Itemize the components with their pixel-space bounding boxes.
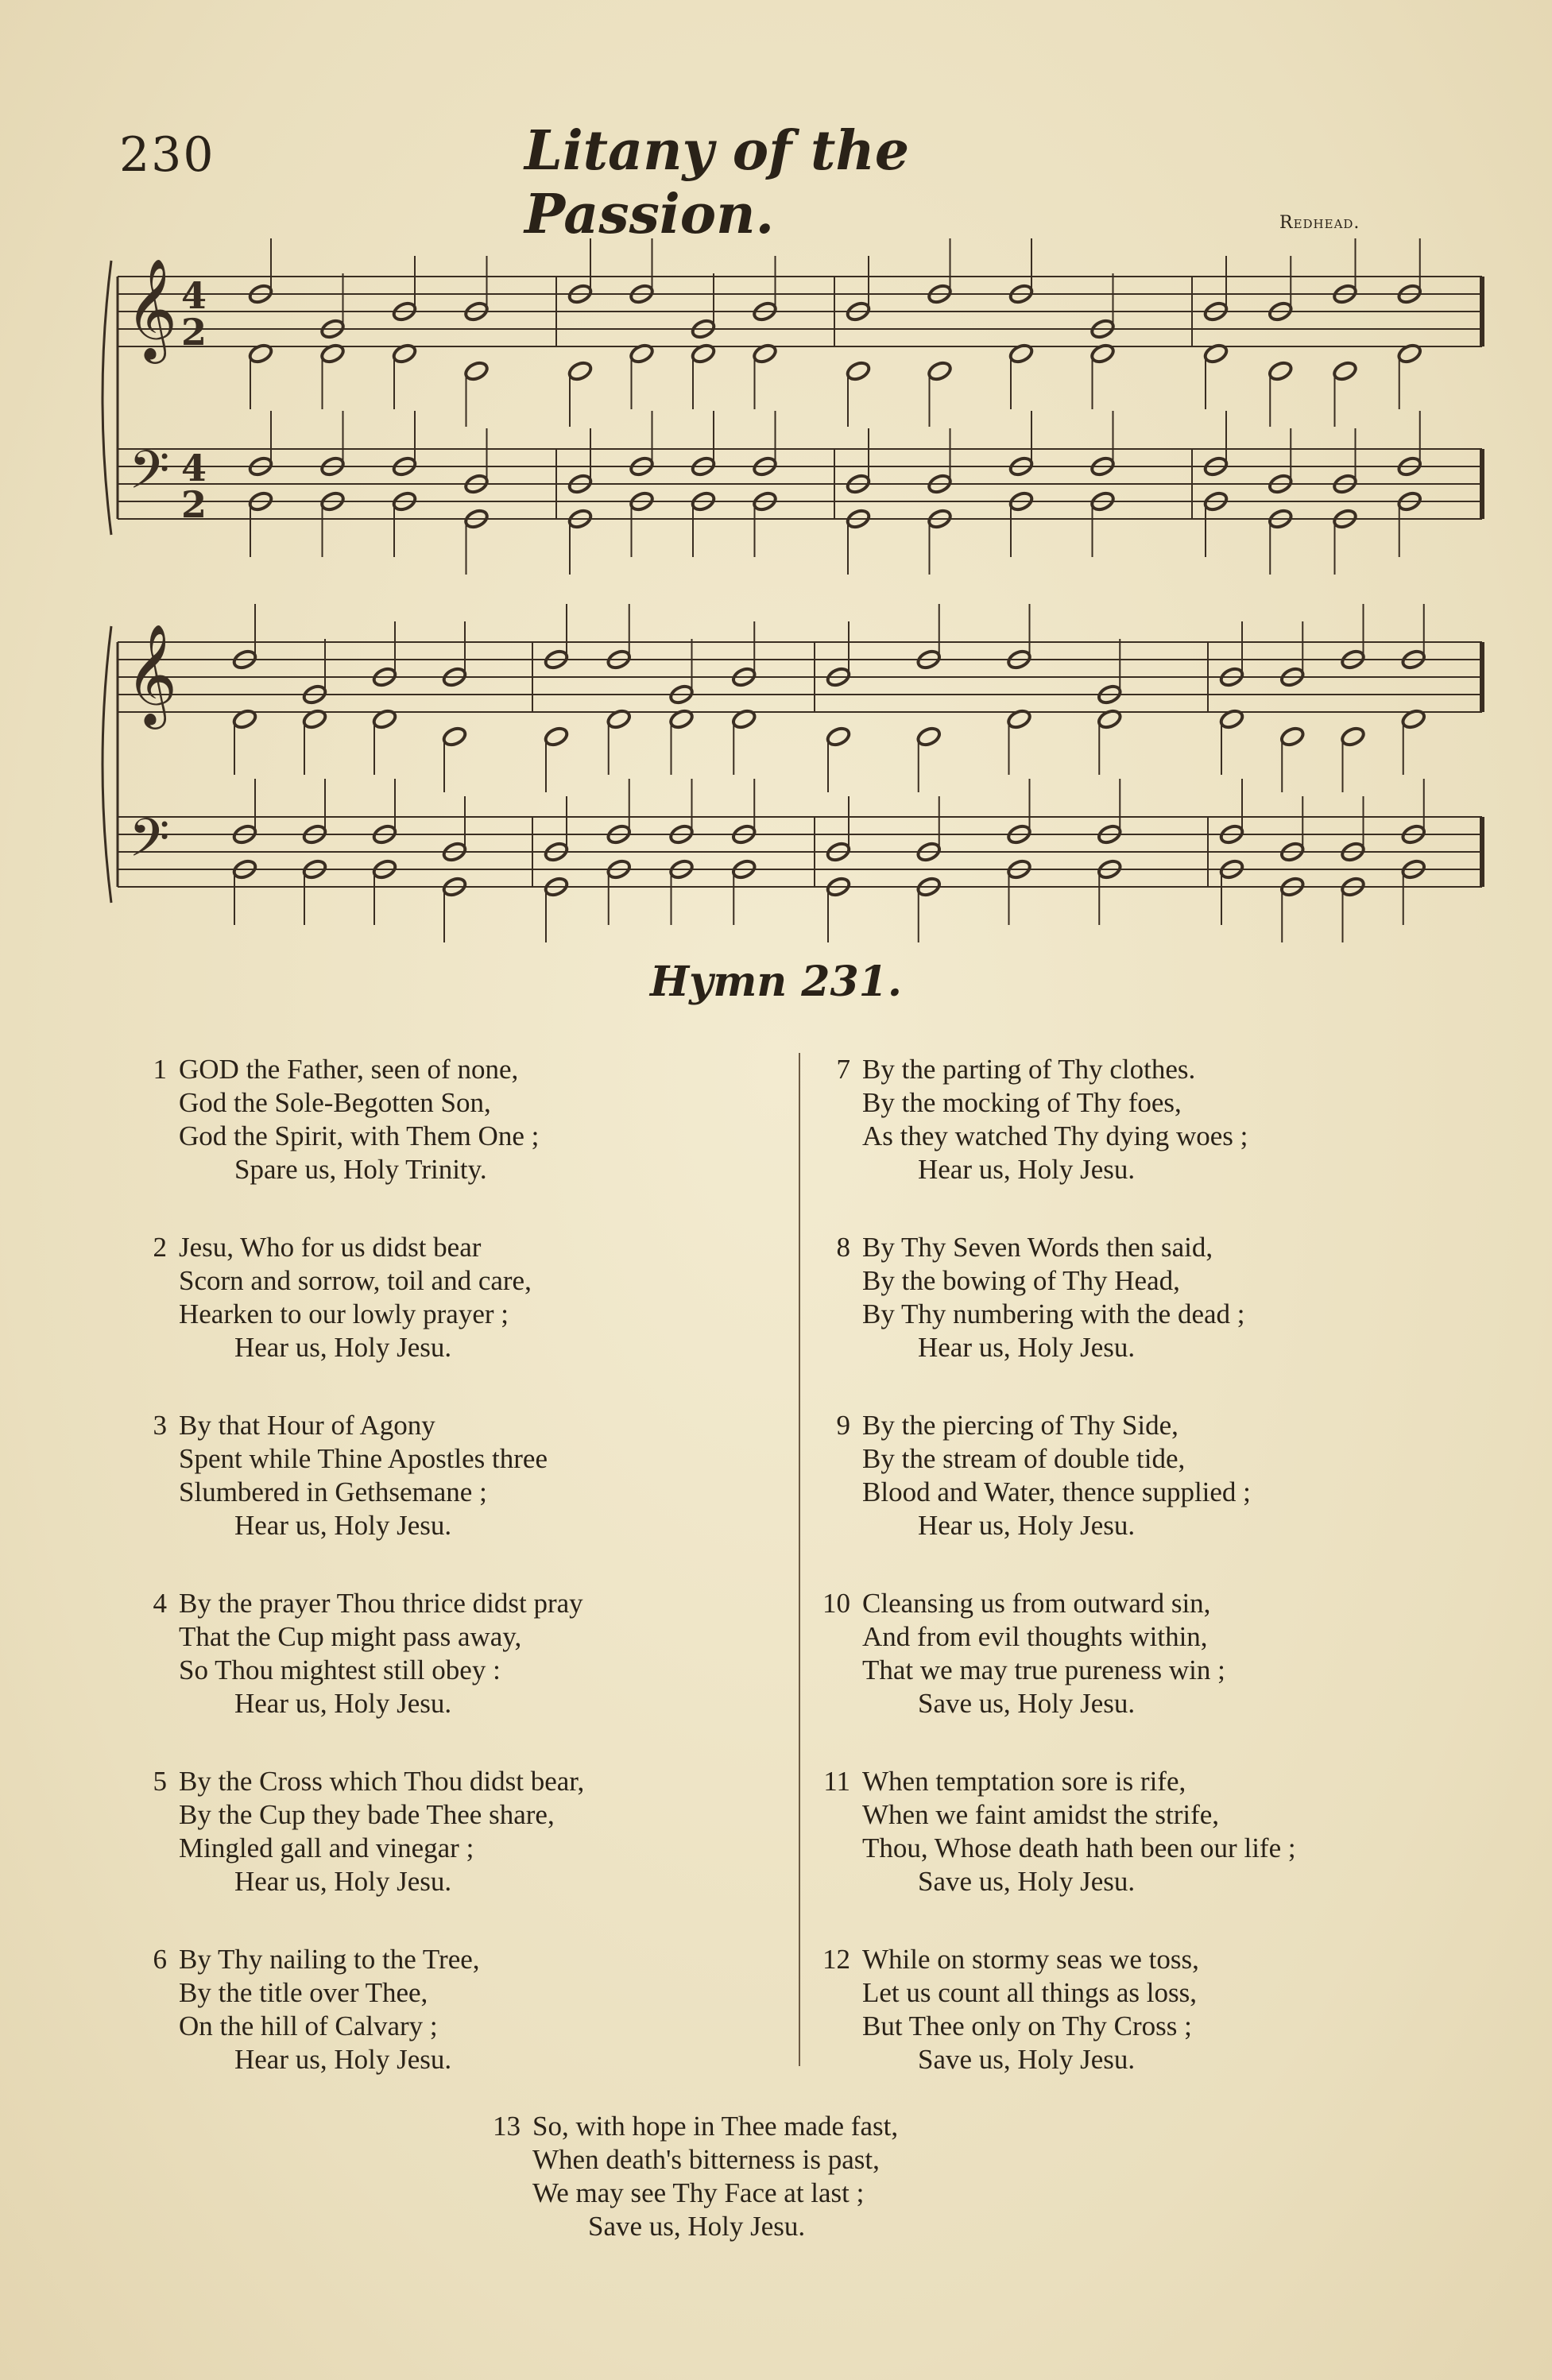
note-head (463, 360, 490, 382)
stanza-line: Thou, Whose death hath been our life ; (862, 1832, 1296, 1863)
stanza-refrain: Hear us, Holy Jesu. (918, 1154, 1136, 1185)
stanza-refrain: Hear us, Holy Jesu. (234, 1866, 452, 1897)
note-head (567, 360, 594, 382)
treble-clef: 𝄞 (126, 623, 178, 725)
stanza-refrain: Save us, Holy Jesu. (588, 2211, 806, 2242)
stanza-line: Cleansing us from outward sin, (862, 1588, 1211, 1619)
stanza-number: 5 (153, 1766, 167, 1797)
note-head (915, 726, 942, 748)
note-head (1279, 726, 1306, 748)
bass-clef: 𝄢 (129, 807, 170, 881)
stanza-number: 11 (823, 1766, 850, 1797)
stanza-line: Hearken to our lowly prayer ; (179, 1298, 509, 1329)
music-score (0, 0, 1552, 954)
stanza-line: While on stormy seas we toss, (862, 1944, 1199, 1975)
stanza-line: GOD the Father, seen of none, (179, 1054, 519, 1085)
stanza-number: 10 (822, 1588, 850, 1619)
time-signature-bottom: 2 (181, 483, 207, 526)
time-signature-top: 4 (181, 447, 207, 490)
stanza-number: 13 (493, 2111, 521, 2142)
stanza-number: 9 (836, 1410, 850, 1441)
note-head (1332, 360, 1358, 382)
note-head (1340, 726, 1366, 748)
stanza-refrain: Hear us, Holy Jesu. (918, 1510, 1136, 1541)
note-head (544, 726, 570, 748)
system-brace (103, 261, 111, 535)
stanza-line: So Thou mightest still obey : (179, 1654, 501, 1685)
composer-credit: Redhead. (1279, 213, 1360, 233)
stanza-line: By the Cross which Thou didst bear, (179, 1766, 585, 1797)
note-head (1268, 360, 1294, 382)
bass-clef: 𝄢 (129, 439, 170, 513)
stanza-line: That the Cup might pass away, (179, 1621, 522, 1652)
stanza-line: By the mocking of Thy foes, (862, 1087, 1182, 1118)
stanza-refrain: Save us, Holy Jesu. (918, 1866, 1136, 1897)
stanza-number: 12 (822, 1944, 850, 1975)
stanza-line: Scorn and sorrow, toil and care, (179, 1265, 532, 1296)
stanza-line: By Thy Seven Words then said, (862, 1232, 1213, 1263)
page-number: 230 (119, 127, 215, 183)
stanza-line: On the hill of Calvary ; (179, 2010, 438, 2041)
time-signature-top: 4 (181, 274, 207, 317)
stanza-line: By the prayer Thou thrice didst pray (179, 1588, 583, 1619)
note-head (442, 726, 468, 748)
stanza-number: 4 (153, 1588, 167, 1619)
stanza-number: 8 (836, 1232, 850, 1263)
stanza-line: By the Cup they bade Thee share, (179, 1799, 555, 1830)
stanza-line: And from evil thoughts within, (862, 1621, 1208, 1652)
note-head (826, 726, 852, 748)
stanza-refrain: Hear us, Holy Jesu. (234, 1688, 452, 1719)
stanza-number: 1 (153, 1054, 167, 1085)
stanza-refrain: Hear us, Holy Jesu. (234, 1332, 452, 1363)
stanza-line: Let us count all things as loss, (862, 1977, 1197, 2008)
stanza-number: 7 (836, 1054, 850, 1085)
stanza-line: Spent while Thine Apostles three (179, 1443, 548, 1474)
stanza-refrain: Save us, Holy Jesu. (918, 2044, 1136, 2075)
page-title: Litany of the Passion. (524, 119, 910, 246)
stanza-number: 6 (153, 1944, 167, 1975)
column-divider (799, 1053, 800, 2066)
stanza-line: Jesu, Who for us didst bear (179, 1232, 482, 1263)
stanza-line: God the Spirit, with Them One ; (179, 1120, 540, 1151)
stanza-line: By the piercing of Thy Side, (862, 1410, 1179, 1441)
stanza-line: Mingled gall and vinegar ; (179, 1832, 474, 1863)
stanza-line: When temptation sore is rife, (862, 1766, 1186, 1797)
time-signature-bottom: 2 (181, 311, 207, 354)
stanza-refrain: Hear us, Holy Jesu. (234, 1510, 452, 1541)
note-head (927, 360, 953, 382)
stanza-line: So, with hope in Thee made fast, (532, 2111, 899, 2142)
stanza-line: By the title over Thee, (179, 1977, 428, 2008)
stanza-number: 3 (153, 1410, 167, 1441)
stanza-line: By the bowing of Thy Head, (862, 1265, 1180, 1296)
stanza-line: But Thee only on Thy Cross ; (862, 2010, 1192, 2041)
system-brace (103, 626, 111, 903)
stanza-refrain: Hear us, Holy Jesu. (234, 2044, 452, 2075)
stanza-line: Blood and Water, thence supplied ; (862, 1476, 1251, 1507)
stanza-line: By Thy nailing to the Tree, (179, 1944, 480, 1975)
stanza-line: By the stream of double tide, (862, 1443, 1186, 1474)
note-head (846, 360, 872, 382)
stanza-line: By Thy numbering with the dead ; (862, 1298, 1245, 1329)
stanza-line: God the Sole-Begotten Son, (179, 1087, 491, 1118)
stanza-line: Slumbered in Gethsemane ; (179, 1476, 487, 1507)
stanza-line: When we faint amidst the strife, (862, 1799, 1220, 1830)
stanza-refrain: Spare us, Holy Trinity. (234, 1154, 487, 1185)
stanza-refrain: Save us, Holy Jesu. (918, 1688, 1136, 1719)
stanza-line: By the parting of Thy clothes. (862, 1054, 1196, 1085)
stanza-line: As they watched Thy dying woes ; (862, 1120, 1248, 1151)
stanza-line: That we may true pureness win ; (862, 1654, 1225, 1685)
stanza-line: When death's bitterness is past, (532, 2144, 880, 2175)
stanza-line: We may see Thy Face at last ; (532, 2177, 865, 2208)
hymn-title: Hymn 231. (650, 958, 902, 1006)
stanza-line: By that Hour of Agony (179, 1410, 435, 1441)
treble-clef: 𝄞 (126, 257, 178, 359)
stanza-refrain: Hear us, Holy Jesu. (918, 1332, 1136, 1363)
stanza-number: 2 (153, 1232, 167, 1263)
